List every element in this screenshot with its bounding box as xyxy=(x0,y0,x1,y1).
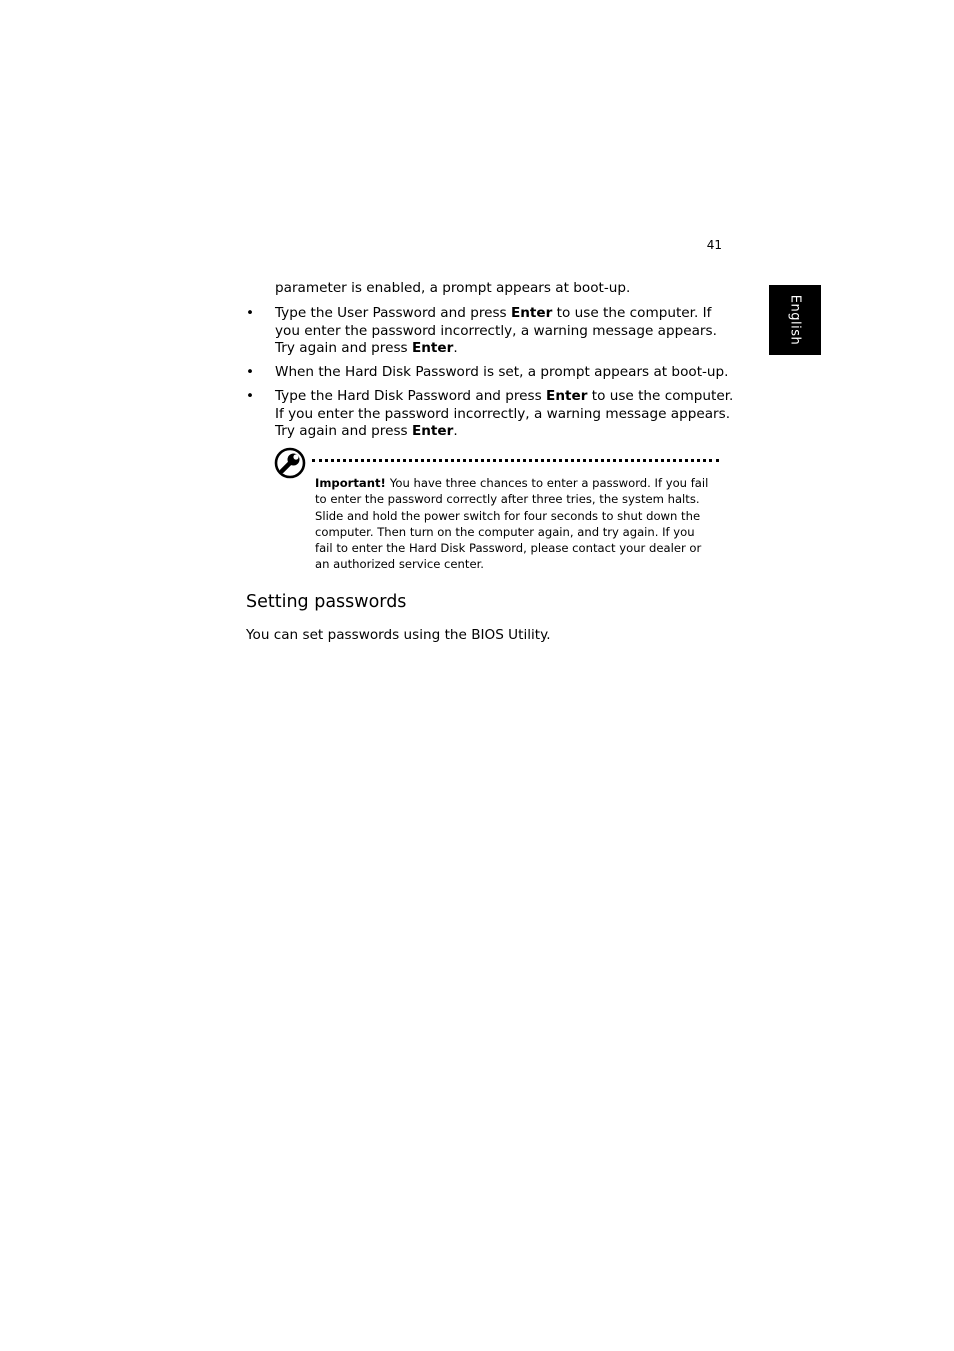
notice-label: Important! xyxy=(315,476,386,490)
page-number: 41 xyxy=(706,238,722,252)
list-item-text: Type the User Password and press Enter to use the computer. If you enter the password incorrectly, a warning message appears. Try again and press Enter. xyxy=(275,305,717,356)
language-tab-label: English xyxy=(787,294,803,346)
bullet-glyph: • xyxy=(246,388,255,404)
body-paragraph: You can set passwords using the BIOS Utility. xyxy=(246,627,551,643)
important-notice xyxy=(315,475,715,573)
key-label: Enter xyxy=(411,340,454,356)
key-label: Enter xyxy=(510,305,553,321)
intro-paragraph: parameter is enabled, a prompt appears at boot-up. xyxy=(275,280,631,296)
notice-divider xyxy=(312,459,719,462)
list-item-text: When the Hard Disk Password is set, a prompt appears at boot-up. xyxy=(275,364,729,380)
section-heading: Setting passwords xyxy=(246,592,407,612)
bullet-glyph: • xyxy=(246,364,255,380)
wrench-icon xyxy=(274,447,306,479)
bullet-glyph: • xyxy=(246,305,255,321)
key-label: Enter xyxy=(411,423,454,439)
key-label: Enter xyxy=(546,388,588,404)
language-tab xyxy=(769,285,821,355)
notice-text: You have three chances to enter a password. If you fail to enter the password correctly after three tries, the system halts. Slide and hold the power switch for four seconds to shut down the computer. Then turn on the computer again, and try again. If you fail to enter the Hard Disk Password, please contact your dealer or an authorized service center. xyxy=(315,476,709,572)
list-item-text: Type the Hard Disk Password and press Enter to use the computer. If you enter the password incorrectly, a warning message appears. Try again and press Enter. xyxy=(275,388,734,439)
